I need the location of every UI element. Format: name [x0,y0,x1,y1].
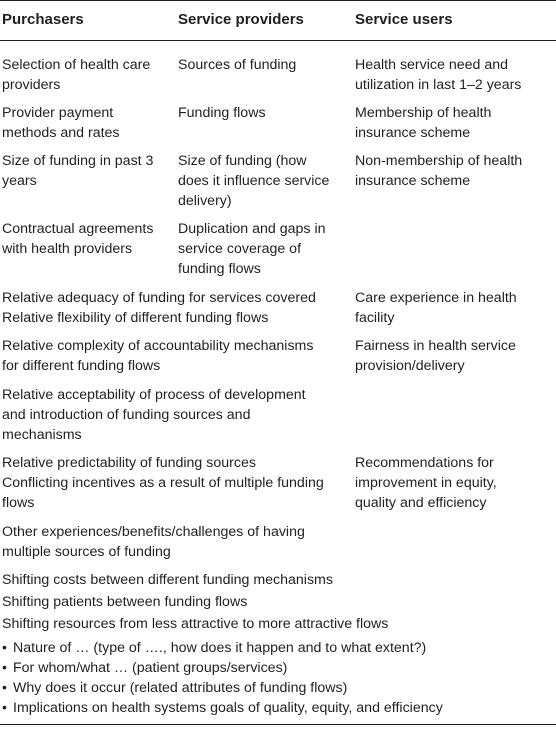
row-1-service-providers: Sources of funding [178,57,297,73]
header-service-providers: Service providers [178,11,304,28]
row-8-service-users: Recommendations for improvement in equity, quality and efficiency [355,455,497,511]
row-6-purchasers-providers: Relative complexity of accountability mechanisms for different funding flows [2,338,314,374]
row-4-service-providers: Duplication and gaps in service coverage of funding flows [178,221,326,277]
bullet-dot-icon: • [2,660,7,676]
row-4-purchasers: Contractual agreements with health providers [2,221,154,257]
shifting-bullet-list [2,638,552,718]
row-2-service-users: Membership of health insurance scheme [355,105,492,141]
header-service-users: Service users [355,11,453,28]
full-row-shifting-patients: Shifting patients between funding flows [2,594,248,610]
full-row-shifting-costs: Shifting costs between different funding mechanisms [2,572,333,588]
row-2-service-providers: Funding flows [178,105,266,121]
header-purchasers: Purchasers [2,11,84,28]
bullet-dot-icon: • [2,700,7,716]
row-5-service-users: Care experience in health facility [355,290,517,326]
row-2-purchasers: Provider payment methods and rates [2,105,120,141]
bullet-item: • Nature of … (type of …., how does it happen and to what extent?) [2,640,427,656]
bullet-item: • For whom/what … (patient groups/services) [2,660,288,676]
full-row-shifting-resources: Shifting resources from less attractive to more attractive flows [2,616,389,632]
table-bottom-rule [0,724,556,725]
bullet-dot-icon: • [2,680,7,696]
row-8-purchasers-providers: Relative predictability of funding sources Conflicting incentives as a result of multiple funding flows [2,455,324,511]
row-7-purchasers-providers: Relative acceptability of process of development and introduction of funding sources and mechanisms [2,387,306,443]
header-rule [0,40,556,41]
row-1-purchasers: Selection of health care providers [2,57,151,93]
row-9-purchasers-providers: Other experiences/benefits/challenges of having multiple sources of funding [2,524,305,560]
row-3-purchasers: Size of funding in past 3 years [2,153,154,189]
table-top-rule [0,0,556,1]
bullet-item: • Why does it occur (related attributes of funding flows) [2,680,348,696]
row-1-service-users: Health service need and utilization in last 1–2 years [355,57,522,93]
row-5-purchasers-providers: Relative adequacy of funding for services covered Relative flexibility of different funding flows [2,290,316,326]
bullet-dot-icon: • [2,640,7,656]
bullet-item: • Implications on health systems goals of quality, equity, and efficiency [2,700,443,716]
row-3-service-providers: Size of funding (how does it influence service delivery) [178,153,330,209]
row-3-service-users: Non-membership of health insurance scheme [355,153,523,189]
row-6-service-users: Fairness in health service provision/delivery [355,338,516,374]
